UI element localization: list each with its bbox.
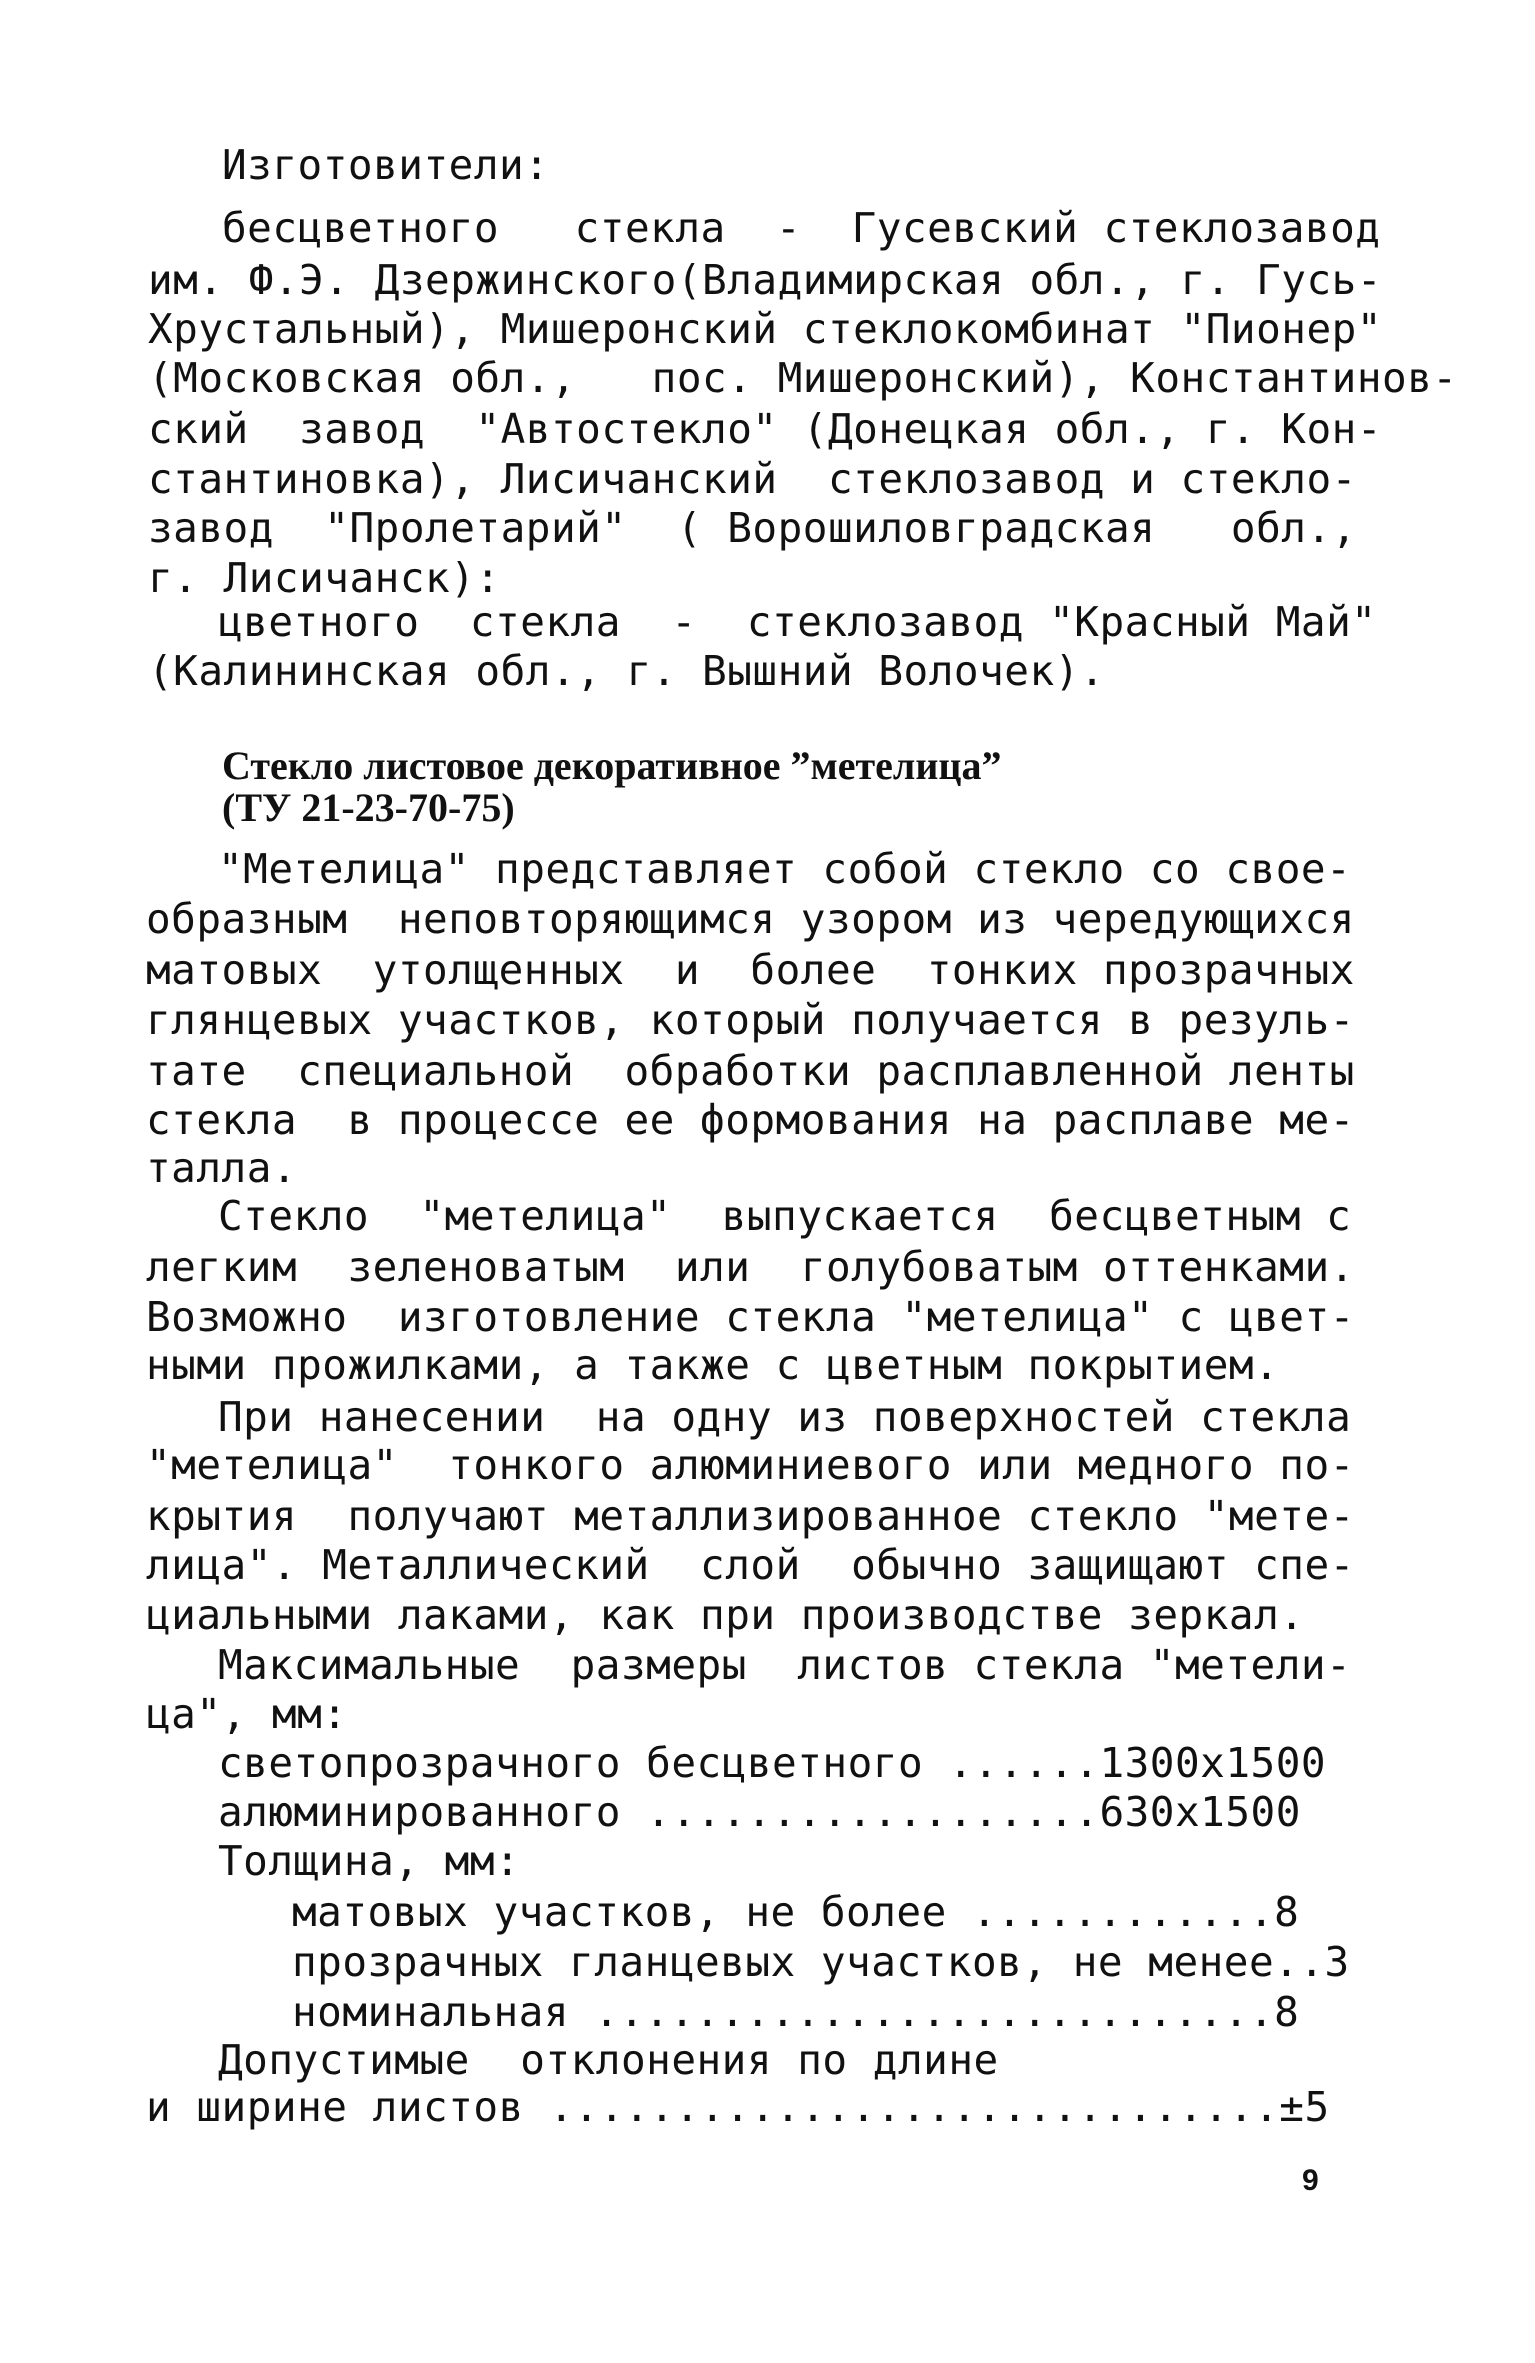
body-line: "Метелица" представляет собой стекло со свое- [218, 845, 1352, 893]
makers-line: завод "Пролетарий" ( Ворошиловградская обл., [148, 504, 1357, 552]
spec-line: матовых участков, не более ............8 [292, 1888, 1300, 1936]
makers-line: (Калининская обл., г. Вышний Волочек). [148, 647, 1105, 695]
body-line: талла. [146, 1144, 298, 1192]
spec-line: прозрачных гланцевых участков, не менее..3 [292, 1938, 1350, 1986]
body-line: крытия получают металлизированное стекло "мете- [146, 1492, 1355, 1540]
body-line: ца", мм: [146, 1690, 348, 1738]
body-line: стекла в процессе ее формования на расплаве ме- [146, 1096, 1355, 1144]
body-line: лица". Металлический слой обычно защищают спе- [146, 1541, 1355, 1589]
body-line: При нанесении на одну из поверхностей стекла [218, 1393, 1352, 1441]
makers-line: цветного стекла - стеклозавод "Красный Май" [218, 598, 1377, 646]
makers-line: г. Лисичанск): [148, 554, 501, 602]
body-line: образным неповторяющимся узором из чередующихся [146, 895, 1355, 943]
body-line: Возможно изготовление стекла "метелица" с цвет- [146, 1293, 1355, 1341]
section-code: (ТУ 21-23-70-75) [222, 785, 515, 830]
spec-line: и ширине листов .............................±5 [146, 2083, 1330, 2131]
makers-line: ский завод "Автостекло" (Донецкая обл., г. Кон- [148, 405, 1383, 453]
page-number: 9 [1302, 2164, 1319, 2197]
makers-line: бесцветного стекла - Гусевский стеклозавод [222, 204, 1381, 252]
makers-line: (Московская обл., пос. Мишеронский), Константинов- [148, 354, 1458, 402]
makers-line: стантиновка), Лисичанский стеклозавод и стекло- [148, 455, 1357, 503]
body-line: глянцевых участков, который получается в резуль- [146, 996, 1355, 1044]
body-line: матовых утолщенных и более тонких прозрачных [146, 946, 1355, 994]
body-line: циальными лаками, как при производстве зеркал. [146, 1591, 1305, 1639]
spec-line: Толщина, мм: [218, 1837, 521, 1885]
makers-heading: Изготовители: [222, 141, 550, 189]
body-line: Максимальные размеры листов стекла "метели- [218, 1641, 1352, 1689]
spec-line: Допустимые отклонения по длине [218, 2036, 999, 2084]
body-line: "метелица" тонкого алюминиевого или медного по- [146, 1441, 1355, 1489]
body-line: Стекло "метелица" выпускается бесцветным с [218, 1192, 1352, 1240]
makers-line: им. Ф.Э. Дзержинского(Владимирская обл., г. Гусь- [148, 256, 1383, 304]
makers-line: Хрустальный), Мишеронский стеклокомбинат "Пионер" [148, 305, 1383, 353]
body-line: тате специальной обработки расплавленной ленты [146, 1047, 1355, 1095]
section-title: Стекло листовое декоративное ”метелица” [222, 743, 1002, 788]
spec-line: алюминированного ..................630х1500 [218, 1788, 1301, 1836]
spec-line: номинальная ...........................8 [292, 1988, 1300, 2036]
body-line: легким зеленоватым или голубоватым оттенками. [146, 1243, 1355, 1291]
spec-line: светопрозрачного бесцветного ......1300х1500 [218, 1739, 1327, 1787]
body-line: ными прожилками, а также с цветным покрытием. [146, 1341, 1280, 1389]
